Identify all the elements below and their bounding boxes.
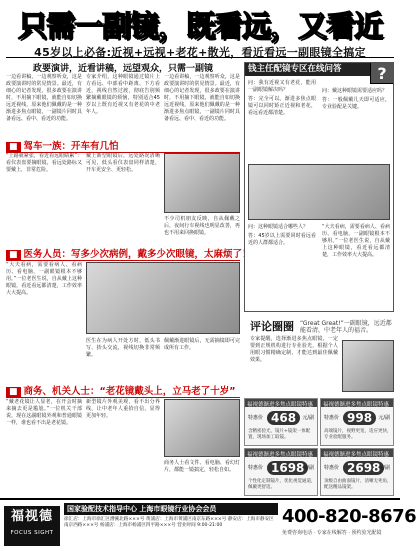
section-drivers [6, 138, 240, 153]
offer-desc: 个性化定制镜片，优化视觉通道，佩戴更舒适。 [248, 479, 316, 490]
offer-pre: 特惠价 [324, 415, 340, 421]
col3-text: 一边看讲稿，一边观察听众，这是政要演讲时的常见情景。最近，有细心的记者发现，很多政要在演讲时，不用摘下眼镜，就能自如切换远近视线，原来他们佩戴的是一种渐进多焦点眼镜，一副镜片同时具备看远、看中、看近的功能。 [164, 74, 240, 122]
qa-box-header: 钱主任配镜专区在线问答 [244, 62, 394, 76]
commentary-title: 评论圈圈 [250, 320, 294, 333]
section1-mid: 戴上新型眼镜后，远处路况清晰可见，低头看仪表盘同样清楚，开车更安全、更轻松。 [86, 153, 160, 173]
section-medical-title: 医务人员：写多少次病例，戴多少次眼镜，太麻烦了！ [23, 249, 252, 260]
qa-line: 问：戴这种眼镜需要适应吗？ [322, 88, 388, 94]
hotline-phone[interactable]: 400-820-8676 [282, 506, 416, 527]
section1-right: 不少司机朋友反映，自从佩戴之后，夜间行车视线也明显改善，再也不用来回换眼镜。 [164, 216, 240, 236]
section2-left: “大夫看病，需要看病人、看病历、看电脑，一副眼镜根本不够用。”一位老医生说，自从戴上这种眼镜，看近看远都清楚，工作效率大大提高。 [6, 262, 82, 296]
col1-text: 一边看讲稿，一边观察听众，这是政要演讲时的常见情景。最近，有细心的记者发现，很多政要在演讲时，不用摘下眼镜，就能自如切换远近视线，原来他们佩戴的是一种渐进多焦点眼镜，一副镜片同时具备看远、看中、看近的功能。 [6, 74, 82, 122]
offer-suffix: 元/副 [378, 415, 390, 421]
col1-title: 政要演讲，近看讲稿，远望观众，只需一副镜 [32, 64, 213, 74]
expert-photo [342, 340, 394, 392]
business-photo [164, 399, 240, 457]
offer-price: 468 [267, 411, 300, 425]
section-tag-icon: ■ [6, 387, 21, 397]
logo-cn: 福视德 [10, 509, 53, 524]
section2-mid: 医生在为病人开处方时，低头书写、抬头交流，视线切换非常频繁。 [86, 338, 160, 358]
logo-en: FOCUS SIGHT [10, 530, 54, 536]
qa-line: 问：这种眼镜适合哪些人？ [248, 224, 309, 230]
offer-suffix: 元/副 [378, 465, 390, 471]
doctor-photo [86, 262, 240, 334]
offer-price: 1698 [267, 461, 308, 475]
offer-pre: 特惠价 [248, 465, 264, 471]
offer-title: 福视德渐进多焦点眼镜特惠 [321, 399, 393, 407]
section-drivers-title: 驾车一族：开车有几怕 [23, 141, 119, 152]
section3-mid: 新型镜片外观美观，看不出分界线，让中老年人重拾自信，显得更加年轻。 [86, 399, 160, 419]
offer-title: 福视德渐进多焦点眼镜特惠 [245, 399, 317, 407]
qa-text-4: “大夫看病，需要看病人、看病历、看电脑，一副眼镜根本不够用。”一位老医生说，自从戴上这种眼镜，看近看远都清楚，工作效率大大提高。 [322, 224, 390, 258]
offer-desc: 高端镜片，视野更宽，适应更快，专业验配服务。 [324, 429, 392, 440]
offer-pre: 特惠价 [324, 465, 340, 471]
qa-text-1 [248, 80, 316, 160]
section-business-title: 商务、机关人士：“老花镜戴头上，立马老了十岁” [23, 386, 236, 397]
driver-photo [164, 153, 240, 213]
store-addresses: 徐汇店：上海市徐汇区漕溪北路×××号 黄浦店：上海市黄浦区南京东路×××号 静安店：上海市静安区南京西路×××号 杨浦店：上海市杨浦区四平路×××号 营业时间 9:00-21:00 [64, 517, 274, 529]
section3-right: 商务人士看文件、看电脑、看幻灯片，都能一镜搞定，轻松自如。 [164, 460, 240, 473]
qa-text-3 [248, 224, 316, 308]
commentary-subtitle: “Great Great!”一副眼镜，远近都能看清，中老年人的福音。 [300, 320, 392, 334]
offer-desc: 顶级自由曲面镜片，清晰无死角，配送精品镜架。 [324, 479, 392, 490]
addr-title: 国家验配技术指导中心 上海市眼镜行业协会会员 [64, 503, 278, 515]
eyewear-photo [248, 164, 390, 220]
offer-card[interactable] [320, 448, 394, 496]
question-icon: ? [370, 62, 394, 84]
qa-line: 答：45岁以上需要同时看远看近的人群都适合。 [248, 233, 316, 246]
offer-card[interactable] [244, 398, 318, 446]
section2-right: 佩戴渐进眼镜后，无需摘镜即可完成所有工作。 [164, 338, 240, 351]
hotline-note: 免费咨询电话 · 专家在线解答 · 预约验光配镜 [282, 530, 382, 536]
qa-line: 答：一般佩戴几天即可适应，专业验配是关键。 [322, 97, 390, 110]
col2-text: 专家介绍，这种眼镜通过镜片上方看远、中部看中距离、下方看近，视线自然过渡，彻底告别频繁摘戴眼镜的烦恼，特别适合45岁以上既有近视又有老花的中老年人。 [86, 74, 160, 115]
headline: 只需一副镜，既看远，又看近 [17, 8, 382, 43]
offer-card[interactable] [320, 398, 394, 446]
commentary-text: 专家提醒，选择渐进多焦点眼镜，一定要到正规机构进行专业验光，根据个人用眼习惯精确定制，才能达到最佳佩戴效果。 [250, 336, 338, 363]
offer-price: 998 [343, 411, 376, 425]
footer [0, 498, 416, 551]
section-tag-icon: ■ [6, 142, 21, 152]
offer-title: 福视德渐进多焦点眼镜特惠 [245, 449, 317, 457]
offer-price: 2698 [343, 461, 384, 475]
offer-card[interactable] [244, 448, 318, 496]
section-tag-icon: ■ [6, 250, 21, 260]
offer-suffix: 元/副 [302, 465, 314, 471]
offer-title: 福视德渐进多焦点眼镜特惠 [321, 449, 393, 457]
qa-text-2 [322, 88, 390, 160]
brand-logo [4, 506, 60, 546]
section1-left: “上路就紧张，看近看远眼睛累”：看仪表盘要摘眼镜，看远处路标又要戴上，非常危险。 [6, 153, 82, 173]
section3-left: “戴老花镜让人显老，在开会时摘来摘去更是尴尬。”一位机关干部说，现在这副眼镜外观和普通眼镜一样，谁也看不出是老花镜。 [6, 399, 82, 426]
divider [6, 57, 394, 58]
section-medical [6, 246, 252, 261]
offer-suffix: 元/副 [302, 415, 314, 421]
offer-pre: 特惠价 [248, 415, 264, 421]
subline: 45岁以上必备:近视+远视+老花+散光，看近看远一副眼镜全搞定 [34, 46, 366, 59]
offer-desc: 含精密验光，镜片+镜架一体配置，现场加工取镜。 [248, 429, 311, 440]
section-business [6, 383, 240, 398]
qa-line: 问：我有近视又有老花，能用一副眼镜解决吗？ [248, 80, 316, 93]
qa-line: 答：完全可以。渐进多焦点眼镜可以同时矫正近视和老花，看远看近都清楚。 [248, 96, 316, 116]
